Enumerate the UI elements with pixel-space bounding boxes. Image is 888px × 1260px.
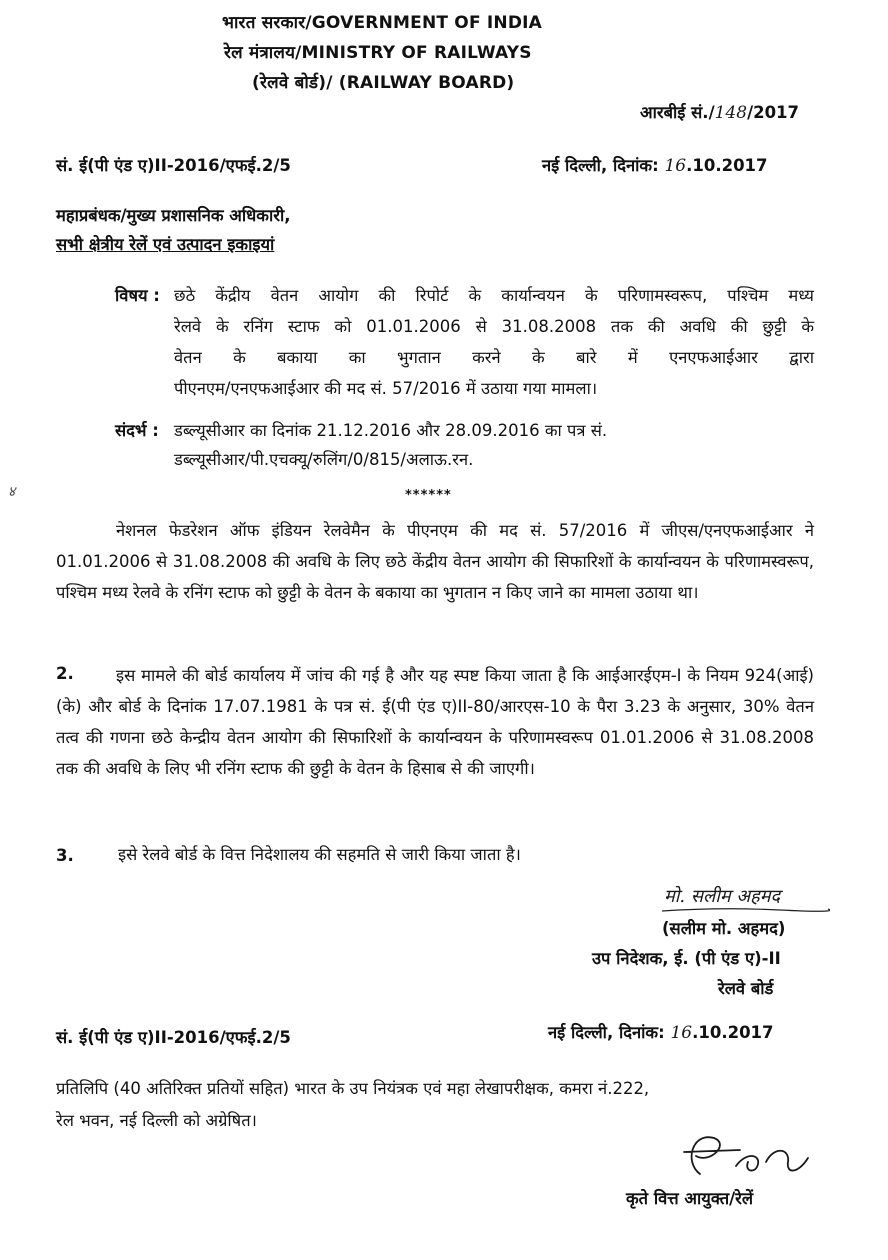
paragraph-3-number: 3. (56, 846, 74, 865)
signatory-name: (सलीम मो. अहमद) (662, 919, 786, 938)
issue-date-copy (548, 1020, 774, 1043)
subject-line-3: वेतन के बकाया का भुगतान करने के बारे में एनएफआईआर द्वारा (174, 348, 814, 367)
issue-date (542, 153, 768, 176)
header-line-ministry: रेल मंत्रालय/MINISTRY OF RAILWAYS (224, 43, 532, 63)
date-label-copy: नई दिल्ली, दिनांक: (548, 1023, 665, 1042)
paragraph-2-number: 2. (56, 664, 74, 683)
paragraph-3: इसे रेलवे बोर्ड के वित्त निदेशालय की सहमति से जारी किया जाता है। (118, 845, 521, 864)
subject-line-2: रेलवे के रनिंग स्टाफ को 01.01.2006 से 31.08.2008 तक की अवधि की छुट्टी के (174, 317, 814, 336)
rbe-year: /2017 (747, 103, 800, 122)
signature-handwritten: मो. सलीम अहमद (664, 886, 781, 907)
date-rest-copy: .10.2017 (692, 1023, 774, 1042)
date-rest: .10.2017 (686, 156, 768, 175)
separator: ****** (405, 488, 452, 503)
margin-mark: ४ (8, 484, 16, 500)
copy-line-2: रेल भवन, नई दिल्ली को अग्रेषित। (56, 1111, 257, 1130)
file-number-copy: सं. ई(पी एंड ए)II-2016/एफई.2/5 (56, 1028, 291, 1047)
reference-line-1: डब्ल्यूसीआर का दिनांक 21.12.2016 और 28.09.2016 का पत्र सं. (174, 421, 608, 440)
addressee-line-1: महाप्रबंधक/मुख्य प्रशासनिक अधिकारी, (56, 206, 291, 225)
copy-line-1: प्रतिलिपि (40 अतिरिक्त प्रतियों सहित) भारत के उप नियंत्रक एवं महा लेखापरीक्षक, कमरा नं.222, (56, 1079, 650, 1098)
header-line-government: भारत सरकार/GOVERNMENT OF INDIA (222, 13, 543, 33)
paragraph-1: नेशनल फेडरेशन ऑफ इंडियन रेलवेमैन के पीएनएम की मद सं. 57/2016 में जीएस/एनएफआईआर ने 01.01.2006 से 31.08.2008 की अवधि के लिए छठे केंद्रीय वेतन आयोग की सिफारिशों के कार्यान्वयन के परिणामस्वरूप, पश्चिम मध्य रेलवे के रनिंग स्टाफ को छुट्टी के वेतन के बकाया का भुगतान न किए जाने का मामला उठाया था। (56, 521, 814, 602)
reference-label: संदर्भ : (115, 421, 159, 440)
rbe-number (640, 100, 799, 123)
signature-stroke (660, 906, 830, 914)
addressee-line-2: सभी क्षेत्रीय रेलें एवं उत्पादन इकाइयां (56, 235, 275, 254)
subject-line-1: छठे केंद्रीय वेतन आयोग की रिपोर्ट के कार्यान्वयन के परिणामस्वरूप, पश्चिम मध्य (174, 286, 814, 305)
date-label: नई दिल्ली, दिनांक: (542, 156, 659, 175)
subject-label: विषय : (115, 286, 160, 305)
header-line-board: (रेलवे बोर्ड)/ (RAILWAY BOARD) (252, 73, 515, 93)
reference-line-2: डब्ल्यूसीआर/पी.एचक्यू/रुलिंग/0/815/अलाऊ.रन. (174, 450, 474, 469)
subject-line-4: पीएनएम/एनएफआईआर की मद सं. 57/2016 में उठाया गया मामला। (174, 379, 598, 398)
rbe-handwritten-number: 148 (714, 103, 748, 123)
signatory-designation: उप निदेशक, ई. (पी एंड ए)-II (592, 949, 781, 968)
file-number: सं. ई(पी एंड ए)II-2016/एफई.2/5 (56, 156, 291, 175)
date-day-handwritten-copy: 16 (670, 1023, 693, 1043)
rbe-label: आरबीई सं./ (640, 103, 715, 122)
finance-designation: कृते वित्त आयुक्त/रेलें (626, 1189, 754, 1208)
signatory-office: रेलवे बोर्ड (718, 979, 774, 998)
finance-signature-scribble (670, 1122, 820, 1182)
date-day-handwritten: 16 (664, 156, 687, 176)
paragraph-2: इस मामले की बोर्ड कार्यालय में जांच की गई है और यह स्पष्ट किया जाता है कि आईआरईएम-I के नियम 924(आई) (के) और बोर्ड के दिनांक 17.07.1981 के पत्र सं. ई(पी एंड ए)II-80/आरएस-10 के पैरा 3.23 के अनुसार, 30% वेतन तत्व की गणना छठे केन्द्रीय वेतन आयोग की सिफारिशों के कार्यान्वयन के परिणामस्वरूप 01.01.2006 से 31.08.2008 तक की अवधि के लिए भी रनिंग स्टाफ की छुट्टी के वेतन के हिसाब से की जाएगी। (56, 666, 814, 778)
